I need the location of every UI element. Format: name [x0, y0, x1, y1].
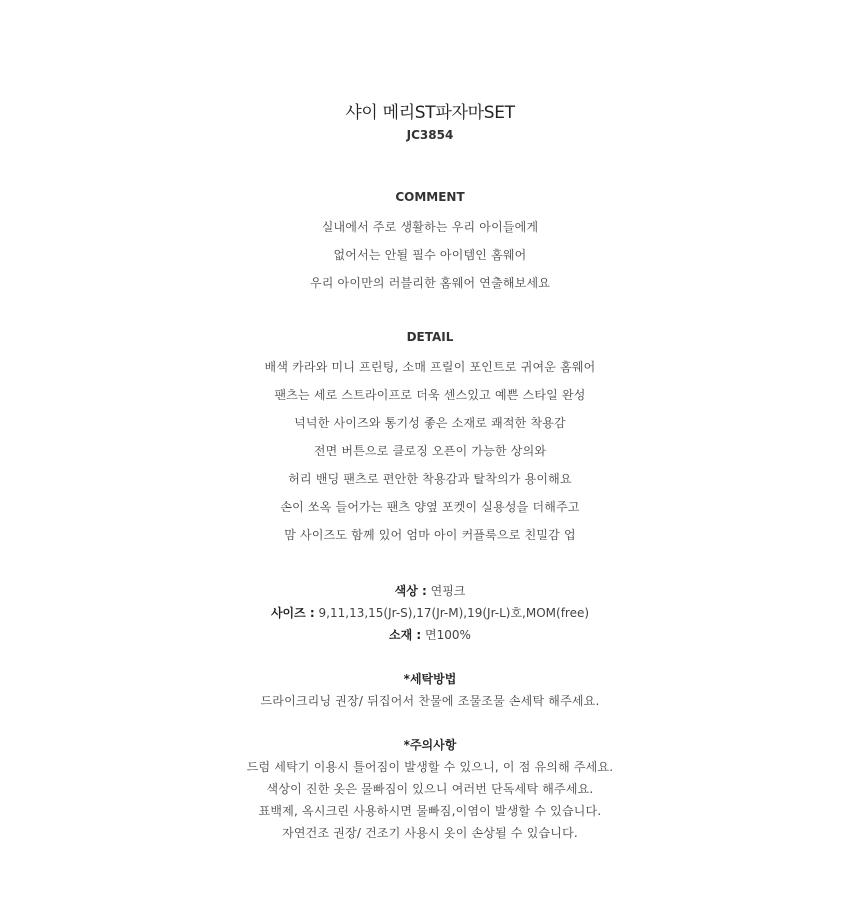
detail-line: 전면 버튼으로 클로징 오픈이 가능한 상의와: [313, 444, 547, 458]
detail-line: 넉넉한 사이즈와 통기성 좋은 소재로 쾌적한 착용감: [294, 416, 566, 430]
comment-line: 실내에서 주로 생활하는 우리 아이들에게: [321, 220, 539, 234]
comment-heading: COMMENT: [395, 190, 465, 204]
spec-material: [0, 626, 860, 643]
detail-line: 팬츠는 세로 스트라이프로 더욱 센스있고 예쁜 스타일 완성: [274, 388, 586, 402]
caution-line: 색상이 진한 옷은 물빠짐이 있으니 여러번 단독세탁 해주세요.: [266, 782, 594, 796]
product-title: 샤이 메리ST파자마SET: [345, 103, 515, 123]
spec-size-value: 9,11,13,15(Jr-S),17(Jr-M),19(Jr-L)호,MOM(free): [318, 606, 590, 620]
caution-line: 표백제, 옥시크린 사용하시면 물빠짐,이염이 발생할 수 있습니다.: [258, 804, 602, 818]
spec-color-value: 연핑크: [430, 584, 466, 598]
detail-line: 맘 사이즈도 함께 있어 엄마 아이 커플룩으로 친밀감 업: [284, 528, 576, 542]
detail-heading: DETAIL: [406, 330, 454, 344]
washing-heading: *세탁방법: [403, 672, 457, 686]
caution-line: 드럼 세탁기 이용시 틀어짐이 발생할 수 있으니, 이 점 유의해 주세요.: [246, 760, 614, 774]
product-code: JC3854: [406, 128, 454, 142]
caution-line: 자연건조 권장/ 건조기 사용시 옷이 손상될 수 있습니다.: [282, 826, 578, 840]
comment-line: 우리 아이만의 러블리한 홈웨어 연출해보세요: [309, 276, 551, 290]
spec-color: [0, 582, 860, 599]
spec-material-label: 소재 :: [389, 628, 422, 642]
detail-line: 허리 밴딩 팬츠로 편안한 착용감과 탈착의가 용이해요: [288, 472, 572, 486]
detail-line: 손이 쏘옥 들어가는 팬츠 양옆 포켓이 실용성을 더해주고: [280, 500, 580, 514]
detail-line: 배색 카라와 미니 프린팅, 소매 프릴이 포인트로 귀여운 홈웨어: [264, 360, 596, 374]
spec-material-value: 면100%: [425, 628, 471, 642]
washing-line: 드라이크리닝 권장/ 뒤집어서 찬물에 조물조물 손세탁 해주세요.: [260, 694, 600, 708]
comment-line: 없어서는 안될 필수 아이템인 홈웨어: [333, 248, 527, 262]
spec-size: [0, 604, 860, 621]
spec-color-label: 색상 :: [394, 584, 427, 598]
spec-size-label: 사이즈 :: [270, 606, 315, 620]
caution-heading: *주의사항: [403, 738, 457, 752]
